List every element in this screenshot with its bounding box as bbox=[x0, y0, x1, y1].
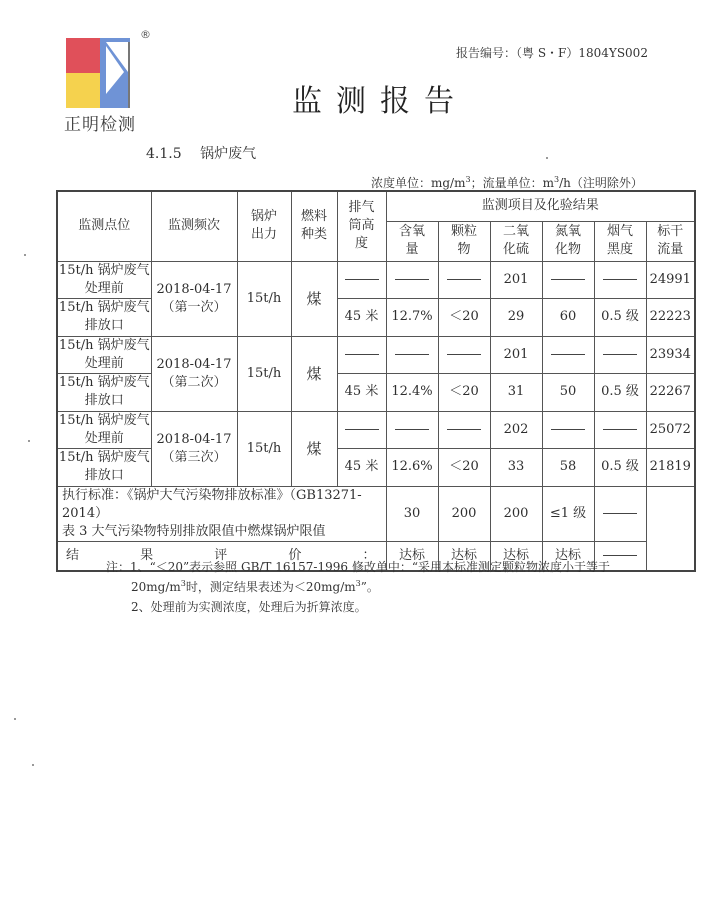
page-title: 监测报告 bbox=[292, 84, 468, 119]
value-cell bbox=[542, 336, 594, 373]
standard-value: 200 bbox=[490, 486, 542, 541]
header-particulate: 颗粒物 bbox=[438, 221, 490, 261]
point-cell: 15t/h 锅炉废气排放口 bbox=[57, 298, 151, 336]
value-cell: 0.5 级 bbox=[594, 448, 646, 486]
value-cell: 12.4% bbox=[386, 373, 438, 411]
value-cell: 0.5 级 bbox=[594, 298, 646, 336]
value-cell bbox=[542, 261, 594, 298]
output-cell: 15t/h bbox=[237, 261, 291, 336]
section-number: 4.1.5 bbox=[146, 146, 182, 162]
height-cell: 45 米 bbox=[337, 373, 386, 411]
fuel-cell: 煤 bbox=[291, 336, 337, 411]
units-concentration: 浓度单位：mg/m bbox=[371, 176, 466, 190]
evaluation-value: 达标 bbox=[386, 541, 438, 571]
value-cell bbox=[594, 411, 646, 448]
height-cell: 45 米 bbox=[337, 298, 386, 336]
value-cell: ＜20 bbox=[438, 298, 490, 336]
scan-speck bbox=[14, 718, 16, 720]
registered-mark: ® bbox=[140, 28, 151, 41]
frequency-cell: 2018-04-17 （第二次） bbox=[151, 336, 237, 411]
height-cell bbox=[337, 336, 386, 373]
output-cell: 15t/h bbox=[237, 336, 291, 411]
units-flow: ；流量单位：m bbox=[470, 176, 554, 190]
point-cell: 15t/h 锅炉废气处理前 bbox=[57, 261, 151, 298]
evaluation-value: 达标 bbox=[490, 541, 542, 571]
superscript: 3 bbox=[465, 175, 471, 184]
monitoring-results-table bbox=[56, 190, 696, 572]
logo-text: 正明检测 bbox=[64, 115, 136, 135]
value-cell: 0.5 级 bbox=[594, 373, 646, 411]
header-oxygen: 含氧量 bbox=[386, 221, 438, 261]
value-cell: 24991 bbox=[646, 261, 695, 298]
scan-speck bbox=[24, 254, 26, 256]
section-heading bbox=[146, 143, 256, 163]
output-cell: 15t/h bbox=[237, 411, 291, 486]
value-cell: 58 bbox=[542, 448, 594, 486]
value-cell: 33 bbox=[490, 448, 542, 486]
header-nox: 氮氧化物 bbox=[542, 221, 594, 261]
height-cell bbox=[337, 261, 386, 298]
units-note bbox=[371, 174, 643, 191]
logo-yellow-block bbox=[66, 73, 100, 108]
value-cell bbox=[438, 261, 490, 298]
header-boiler-output: 锅炉出力 bbox=[237, 191, 291, 261]
value-cell bbox=[386, 411, 438, 448]
header-smoke-blackness: 烟气黑度 bbox=[594, 221, 646, 261]
header-results-group: 监测项目及化验结果 bbox=[386, 191, 695, 221]
frequency-cell: 2018-04-17 （第三次） bbox=[151, 411, 237, 486]
value-cell: 22267 bbox=[646, 373, 695, 411]
logo-red-block bbox=[66, 38, 100, 73]
note-2: 2、处理前为实测浓度，处理后为折算浓度。 bbox=[131, 600, 367, 614]
header-fuel: 燃料种类 bbox=[291, 191, 337, 261]
scan-speck bbox=[28, 440, 30, 442]
standard-value: 200 bbox=[438, 486, 490, 541]
value-cell bbox=[386, 261, 438, 298]
value-cell: 12.7% bbox=[386, 298, 438, 336]
standard-label: 执行标准：《锅炉大气污染物排放标准》（GB13271-2014） 表 3 大气污染物特别排放限值中燃煤锅炉限值 bbox=[57, 486, 386, 541]
report-number: 报告编号：（粤 S・F）1804YS002 bbox=[456, 46, 648, 60]
logo-blue-shape-icon bbox=[100, 38, 130, 108]
table-row bbox=[57, 336, 695, 373]
standard-value: ≤1 级 bbox=[542, 486, 594, 541]
point-cell: 15t/h 锅炉废气处理前 bbox=[57, 336, 151, 373]
standard-row bbox=[57, 486, 695, 541]
standard-value: 30 bbox=[386, 486, 438, 541]
note-1-line-1: 注：1、“＜20”表示参照 GB/T 16157-1996 修改单中：“采用本标准测定颗粒物浓度小于等于 bbox=[106, 560, 610, 574]
header-point: 监测点位 bbox=[57, 191, 151, 261]
value-cell: 60 bbox=[542, 298, 594, 336]
frequency-cell: 2018-04-17 （第一次） bbox=[151, 261, 237, 336]
value-cell: ＜20 bbox=[438, 373, 490, 411]
table-row bbox=[57, 411, 695, 448]
value-cell: 50 bbox=[542, 373, 594, 411]
fuel-cell: 煤 bbox=[291, 411, 337, 486]
value-cell: 202 bbox=[490, 411, 542, 448]
value-cell bbox=[386, 336, 438, 373]
value-cell: 29 bbox=[490, 298, 542, 336]
value-cell: 22223 bbox=[646, 298, 695, 336]
height-cell: 45 米 bbox=[337, 448, 386, 486]
value-cell bbox=[438, 411, 490, 448]
value-cell: 201 bbox=[490, 336, 542, 373]
scan-speck bbox=[32, 764, 34, 766]
value-cell: 21819 bbox=[646, 448, 695, 486]
section-title: 锅炉废气 bbox=[200, 146, 257, 162]
point-cell: 15t/h 锅炉废气排放口 bbox=[57, 373, 151, 411]
standard-value bbox=[594, 486, 646, 541]
header-dry-flow: 标干流量 bbox=[646, 221, 695, 261]
height-cell bbox=[337, 411, 386, 448]
point-cell: 15t/h 锅炉废气排放口 bbox=[57, 448, 151, 486]
note-1-line-2: $20mg/m^3$时，测定结果表述为$<20mg/m^3$”。 bbox=[131, 579, 379, 594]
point-cell: 15t/h 锅炉废气处理前 bbox=[57, 411, 151, 448]
value-cell: 23934 bbox=[646, 336, 695, 373]
value-cell: 201 bbox=[490, 261, 542, 298]
value-cell: 25072 bbox=[646, 411, 695, 448]
value-cell bbox=[594, 261, 646, 298]
value-cell bbox=[594, 336, 646, 373]
fuel-cell: 煤 bbox=[291, 261, 337, 336]
value-cell: ＜20 bbox=[438, 448, 490, 486]
notes bbox=[106, 557, 666, 617]
header-so2: 二氧化硫 bbox=[490, 221, 542, 261]
table-row bbox=[57, 261, 695, 298]
evaluation-value: 达标 bbox=[542, 541, 594, 571]
value-cell bbox=[438, 336, 490, 373]
evaluation-label: 结 果 评 价 ： bbox=[57, 541, 386, 571]
evaluation-value: 达标 bbox=[438, 541, 490, 571]
header-frequency: 监测频次 bbox=[151, 191, 237, 261]
value-cell: 31 bbox=[490, 373, 542, 411]
company-logo bbox=[66, 38, 130, 108]
value-cell bbox=[542, 411, 594, 448]
scan-speck bbox=[546, 157, 548, 159]
superscript: 3 bbox=[553, 175, 560, 184]
value-cell: 12.6% bbox=[386, 448, 438, 486]
units-suffix: /h（注明除外） bbox=[559, 176, 643, 190]
header-stack-height: 排气筒高度 bbox=[337, 191, 386, 261]
